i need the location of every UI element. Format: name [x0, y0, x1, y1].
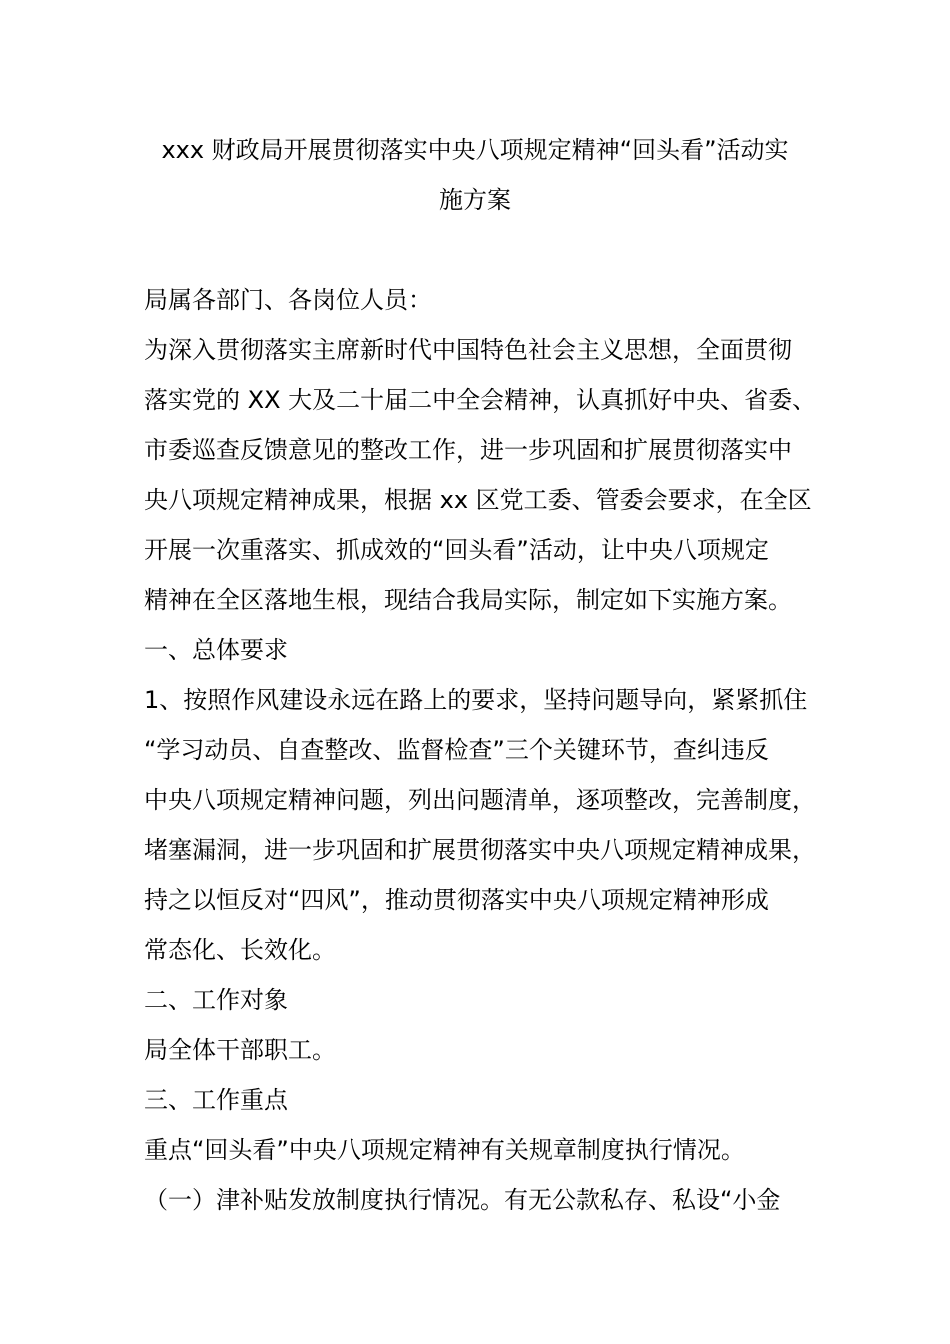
salutation: 局属各部门、各岗位人员： [144, 286, 432, 314]
paragraph-line: 重点“回头看”中央八项规定精神有关规章制度执行情况。 [144, 1136, 745, 1164]
paragraph-line: 1、按照作风建设永远在路上的要求，坚持问题导向，紧紧抓住 [144, 686, 808, 714]
section-heading: 三、工作重点 [144, 1086, 288, 1114]
paragraph-line: 开展一次重落实、抓成效的“回头看”活动，让中央八项规定 [144, 536, 769, 564]
paragraph-line: 局全体干部职工。 [144, 1036, 336, 1064]
section-heading: 二、工作对象 [144, 986, 288, 1014]
title-line: 施方案 [439, 186, 511, 214]
section-heading: 一、总体要求 [144, 636, 288, 664]
document-body [144, 275, 816, 1225]
paragraph-line: 为深入贯彻落实主席新时代中国特色社会主义思想，全面贯彻 [144, 336, 792, 364]
paragraph-line: 常态化、长效化。 [144, 936, 336, 964]
paragraph-line: 央八项规定精神成果，根据 xx 区党工委、管委会要求，在全区 [144, 486, 812, 514]
paragraph-line: 市委巡查反馈意见的整改工作，进一步巩固和扩展贯彻落实中 [144, 436, 792, 464]
paragraph-line: 持之以恒反对“四风”，推动贯彻落实中央八项规定精神形成 [144, 886, 769, 914]
paragraph-line: 精神在全区落地生根，现结合我局实际，制定如下实施方案。 [144, 586, 792, 614]
title-line: xxx 财政局开展贯彻落实中央八项规定精神“回头看”活动实 [161, 136, 789, 164]
paragraph-line: “学习动员、自查整改、监督检查”三个关键环节，查纠违反 [144, 736, 769, 764]
paragraph-line: （一）津补贴发放制度执行情况。有无公款私存、私设“小金 [144, 1186, 781, 1214]
document-title [100, 125, 850, 225]
paragraph-line: 落实党的 XX 大及二十届二中全会精神，认真抓好中央、省委、 [144, 386, 817, 414]
paragraph-line: 堵塞漏洞，进一步巩固和扩展贯彻落实中央八项规定精神成果， [144, 836, 816, 864]
paragraph-line: 中央八项规定精神问题，列出问题清单，逐项整改，完善制度， [144, 786, 816, 814]
